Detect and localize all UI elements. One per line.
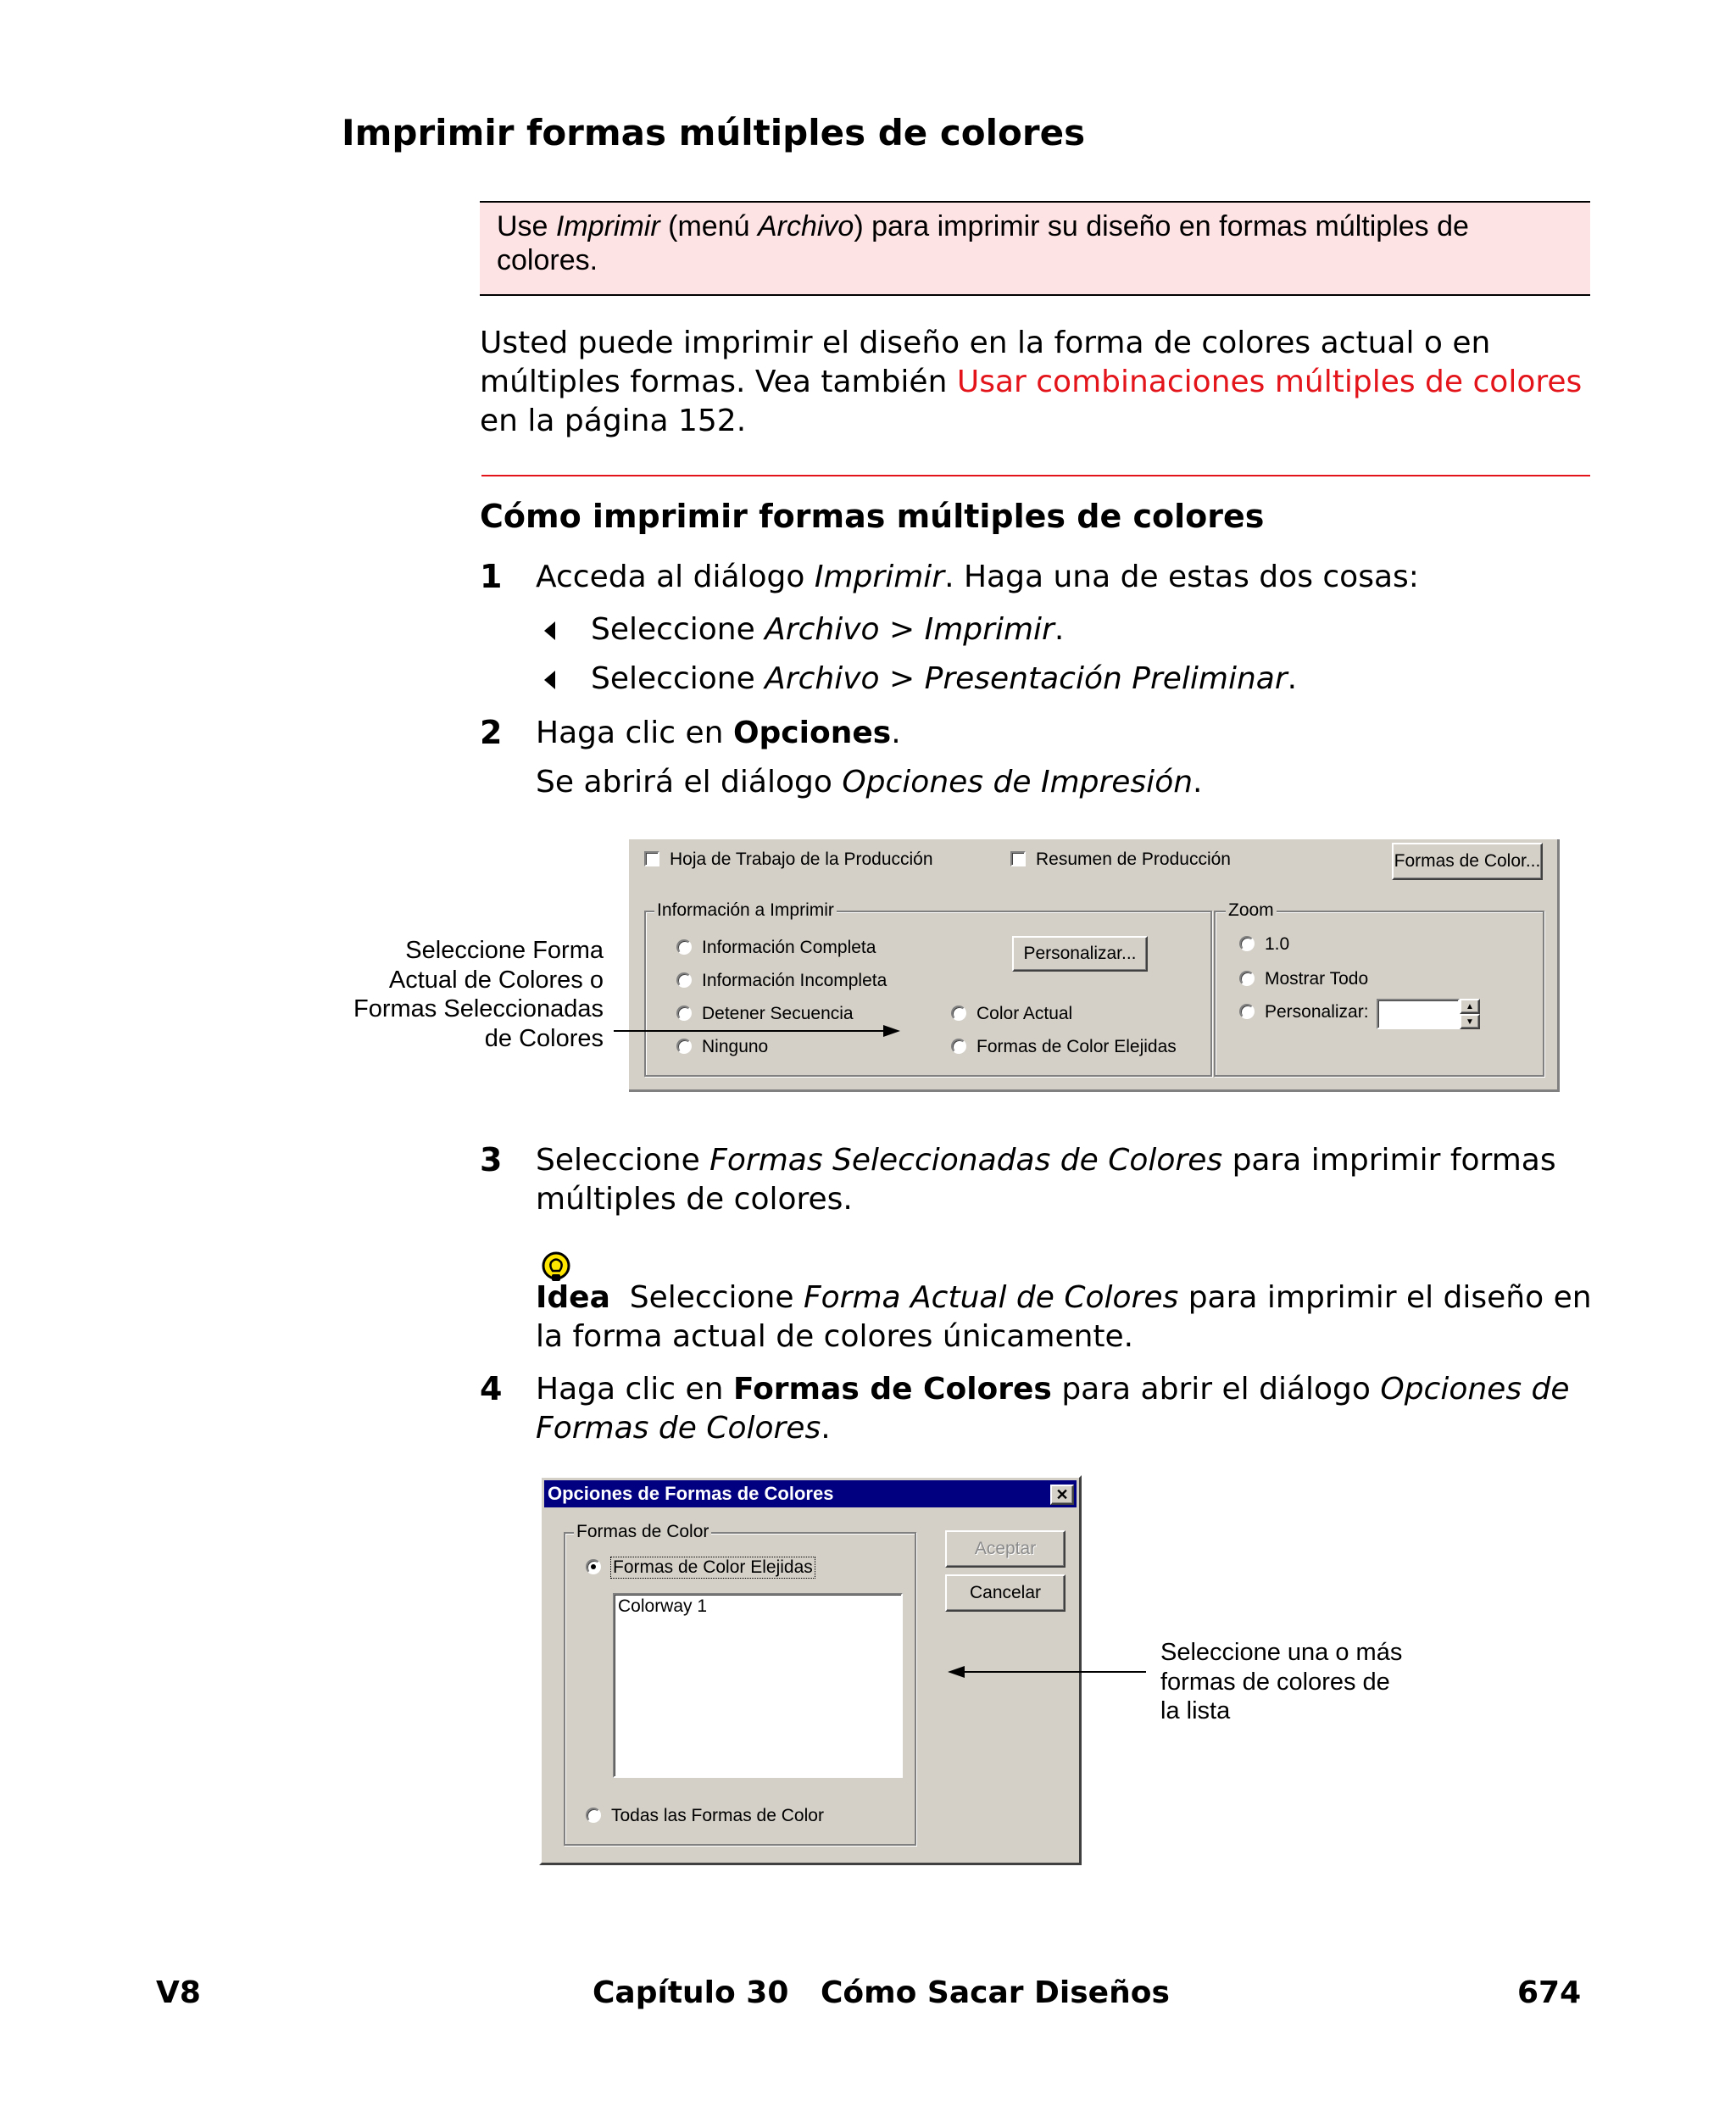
production-summary-label: Resumen de Producción xyxy=(1036,850,1231,869)
step-2-options: Opciones xyxy=(732,716,892,750)
tip-post: para imprimir el diseño en la forma actual de colores únicamente. xyxy=(536,1280,1592,1354)
bullet-1-menu: Archivo xyxy=(765,612,880,647)
zoom-custom-label: Personalizar: xyxy=(1265,1002,1369,1022)
dialog-titlebar xyxy=(544,1480,1077,1507)
selected-colorways-label: Formas de Color Elejidas xyxy=(613,1557,813,1577)
stop-sequence-label: Detener Secuencia xyxy=(702,1004,854,1023)
full-info-label: Información Completa xyxy=(702,938,876,957)
step-1-post: . Haga una de estas dos cosas: xyxy=(944,560,1419,594)
tip-text xyxy=(536,1279,1595,1357)
current-color-label: Color Actual xyxy=(976,1004,1073,1023)
print-info-group-title: Información a Imprimir xyxy=(654,900,837,921)
close-icon[interactable]: ✕ xyxy=(1050,1485,1074,1505)
intro-menu-file: Archivo xyxy=(757,210,854,242)
zoom-1-label: 1.0 xyxy=(1265,934,1290,954)
paragraph-pre: Usted puede imprimir el diseño en la forma de colores actual o en múltiples formas. Vea también xyxy=(480,326,1491,399)
zoom-custom-input[interactable] xyxy=(1377,999,1460,1029)
step-3-post: para imprimir formas múltiples de colores. xyxy=(536,1143,1556,1217)
stop-sequence-radio[interactable] xyxy=(676,1006,692,1021)
page-title: Imprimir formas múltiples de colores xyxy=(342,112,1086,153)
section-divider xyxy=(481,475,1590,476)
step-4-number: 4 xyxy=(480,1370,503,1407)
intro-text-mid: (menú xyxy=(659,210,758,242)
bullet-2 xyxy=(591,660,1297,699)
intro-text-post: ) para imprimir su diseño en formas múltiples de colores. xyxy=(497,210,1469,276)
step-3-pre: Seleccione xyxy=(536,1143,710,1178)
step-4-mid: para abrir el diálogo xyxy=(1051,1372,1381,1407)
print-options-dialog xyxy=(629,839,1560,1092)
zoom-group-title: Zoom xyxy=(1226,900,1277,921)
step-2-result-dialog: Opciones de Impresión xyxy=(842,765,1194,799)
tip-label: Idea xyxy=(536,1280,610,1315)
step-2-result-pre: Se abrirá el diálogo xyxy=(536,765,843,799)
callout-left: Seleccione Forma Actual de Colores o Formas Seleccionadas de Colores xyxy=(353,937,604,1052)
incomplete-info-label: Información Incompleta xyxy=(702,971,887,990)
bullet-1-post: . xyxy=(1054,612,1065,647)
bullet-1 xyxy=(591,610,1064,649)
step-4-button: Formas de Colores xyxy=(732,1372,1052,1407)
colorways-button[interactable]: Formas de Color... xyxy=(1392,843,1543,880)
none-label: Ninguno xyxy=(702,1037,769,1056)
bullet-1-command: Imprimir xyxy=(924,612,1054,647)
bullet-1-sep: > xyxy=(879,612,925,647)
step-2-result-post: . xyxy=(1193,765,1203,799)
zoom-custom-radio[interactable] xyxy=(1239,1004,1255,1019)
full-info-radio[interactable] xyxy=(676,939,692,955)
spin-up-icon[interactable]: ▲ xyxy=(1460,999,1480,1014)
step-3-option: Formas Seleccionadas de Colores xyxy=(709,1143,1223,1178)
all-colorways-label: Todas las Formas de Color xyxy=(611,1806,824,1825)
all-colorways-radio[interactable] xyxy=(586,1808,601,1823)
step-3-text xyxy=(536,1141,1595,1219)
ok-button[interactable]: Aceptar xyxy=(945,1530,1066,1568)
intro-box xyxy=(480,201,1590,296)
step-3-number: 3 xyxy=(480,1141,503,1178)
tip-option: Forma Actual de Colores xyxy=(803,1280,1179,1315)
section-title: Cómo imprimir formas múltiples de colores xyxy=(480,498,1265,535)
step-2-result xyxy=(536,763,1595,802)
customize-button[interactable]: Personalizar... xyxy=(1012,936,1148,972)
selected-colorways-radio[interactable] xyxy=(951,1039,966,1054)
step-2-text xyxy=(536,714,1595,753)
callout-right: Seleccione una o más formas de colores de la lista xyxy=(1160,1639,1403,1724)
dialog-title: Opciones de Formas de Colores xyxy=(548,1483,834,1504)
triangle-left-icon xyxy=(544,671,555,689)
triangle-left-icon xyxy=(544,621,555,640)
step-1-dialog-name: Imprimir xyxy=(814,560,945,594)
selected-colorways-radio[interactable] xyxy=(586,1559,601,1574)
list-item[interactable]: Colorway 1 xyxy=(618,1596,708,1616)
bullet-2-sep: > xyxy=(879,661,925,696)
step-4-text xyxy=(536,1370,1595,1448)
bullet-2-menu: Archivo xyxy=(765,661,880,696)
colorway-list[interactable] xyxy=(613,1593,903,1778)
step-2-number: 2 xyxy=(480,714,503,751)
step-4-post: . xyxy=(821,1411,831,1446)
bullet-1-pre: Seleccione xyxy=(591,612,765,647)
spin-down-icon[interactable]: ▼ xyxy=(1460,1014,1480,1029)
step-4-pre: Haga clic en xyxy=(536,1372,733,1407)
current-color-radio[interactable] xyxy=(951,1006,966,1021)
step-1-number: 1 xyxy=(480,558,503,595)
callout-arrow-right-icon xyxy=(614,1021,902,1041)
paragraph-post: en la página 152. xyxy=(480,404,747,438)
zoom-group xyxy=(1214,911,1544,1077)
step-2-pre: Haga clic en xyxy=(536,716,733,750)
bullet-2-command: Presentación Preliminar xyxy=(924,661,1288,696)
zoom-fit-radio[interactable] xyxy=(1239,971,1255,986)
cancel-button[interactable]: Cancelar xyxy=(945,1574,1066,1612)
step-4-dialog: Opciones de Formas de Colores xyxy=(536,1372,1570,1446)
bullet-2-post: . xyxy=(1287,661,1298,696)
intro-text-pre: Use xyxy=(497,210,556,242)
production-sheet-checkbox[interactable] xyxy=(644,851,659,866)
bullet-2-pre: Seleccione xyxy=(591,661,765,696)
tip-pre: Seleccione xyxy=(609,1280,804,1315)
colorways-group-title: Formas de Color xyxy=(574,1522,711,1542)
body-paragraph xyxy=(480,324,1599,441)
zoom-fit-label: Mostrar Todo xyxy=(1265,969,1369,989)
selected-colorways-label: Formas de Color Elejidas xyxy=(976,1037,1177,1056)
incomplete-info-radio[interactable] xyxy=(676,972,692,988)
intro-menu-print: Imprimir xyxy=(555,210,660,242)
footer-version: V8 xyxy=(156,1975,201,2010)
footer-chapter: Capítulo 30 Cómo Sacar Diseños xyxy=(593,1975,1170,2010)
cross-reference-link[interactable]: Usar combinaciones múltiples de colores xyxy=(956,365,1583,399)
footer-page-number: 674 xyxy=(1517,1975,1582,2010)
step-1-text xyxy=(536,558,1595,597)
step-2-post: . xyxy=(891,716,901,750)
production-summary-checkbox[interactable] xyxy=(1010,851,1026,866)
production-sheet-label: Hoja de Trabajo de la Producción xyxy=(670,850,933,869)
step-1-pre: Acceda al diálogo xyxy=(536,560,815,594)
callout-arrow-left-icon xyxy=(946,1662,1148,1682)
zoom-1-radio[interactable] xyxy=(1239,936,1255,951)
